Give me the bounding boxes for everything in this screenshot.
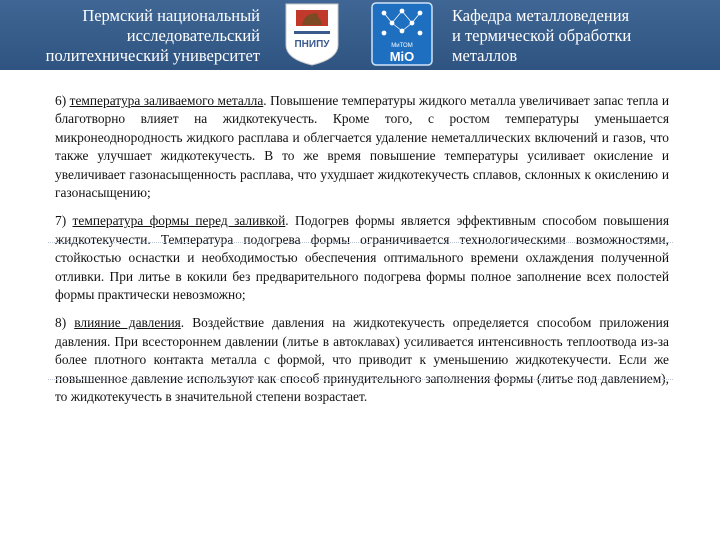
mitom-logo-small-text: МиТОМ	[391, 43, 413, 49]
item-text: . Воздействие давления на жидкотекучесть определяется способом приложения давления. При всестороннем давлении (литье в автоклавах) усиливается интенсивность теплоотвода из-за более плотного контакта металла с формой, что приводит к уменьшению жидкотекучести. Если же повышенное давление используют как способ принудительного заполнения формы (литье под давлением), то жидкотекучесть в значительной степени возрастает.	[55, 315, 669, 405]
university-name	[0, 6, 260, 66]
item-text: . Подогрев формы является эффективным способом повышения жидкотекучести. Температура подогрева формы ограничивается технологическими возможностями, стойкостью оснастки и необходимостью обеспечения оптимального времени охлаждения полученной отливки. При литье в кокили без предварительного подогрева формы полное заполнение всех полостей формы практически невозможно;	[55, 213, 670, 303]
university-name-line: Пермский национальный	[82, 6, 260, 25]
department-name	[452, 6, 702, 66]
item-number: 6)	[55, 93, 67, 108]
paragraph-item	[55, 92, 669, 202]
slide-body	[55, 92, 669, 407]
item-number: 7)	[55, 213, 67, 229]
mitom-logo	[370, 1, 434, 67]
pnipu-logo-text: ПНИПУ	[294, 39, 330, 50]
item-term: влияние давления	[74, 315, 181, 331]
paragraph-divider	[48, 379, 673, 380]
item-term: температура заливаемого металла	[69, 93, 264, 108]
university-name-line: политехнический университет	[45, 46, 260, 65]
department-name-line: и термической обработки	[452, 26, 632, 45]
paragraph-item	[55, 314, 669, 406]
slide-header	[0, 0, 720, 70]
paragraph-item	[55, 212, 669, 304]
item-number: 8)	[55, 315, 67, 331]
paragraph-divider	[48, 242, 673, 243]
item-text: . Повышение температуры жидкого металла увеличивает запас тепла и благотворно влияет на жидкотекучесть. Кроме того, с ростом температуры уменьшается микронеоднородность жидкого расплава и облегчается удаление неметаллических включений и газов, что также улучшает жидкотекучесть. В то же время повышение температуры усиливает окисление и увеличивает газонасыщенность расплава, что ухудшает жидкотекучесть сплавов, склонных к окислению и газонасыщению;	[55, 93, 669, 201]
item-term: температура формы перед заливкой	[72, 213, 286, 229]
pnipu-logo	[282, 1, 342, 67]
department-name-line: металлов	[452, 46, 518, 65]
department-name-line: Кафедра металловедения	[452, 6, 630, 25]
mitom-logo-text: МiO	[389, 49, 415, 64]
university-name-line: исследовательский	[126, 26, 260, 45]
